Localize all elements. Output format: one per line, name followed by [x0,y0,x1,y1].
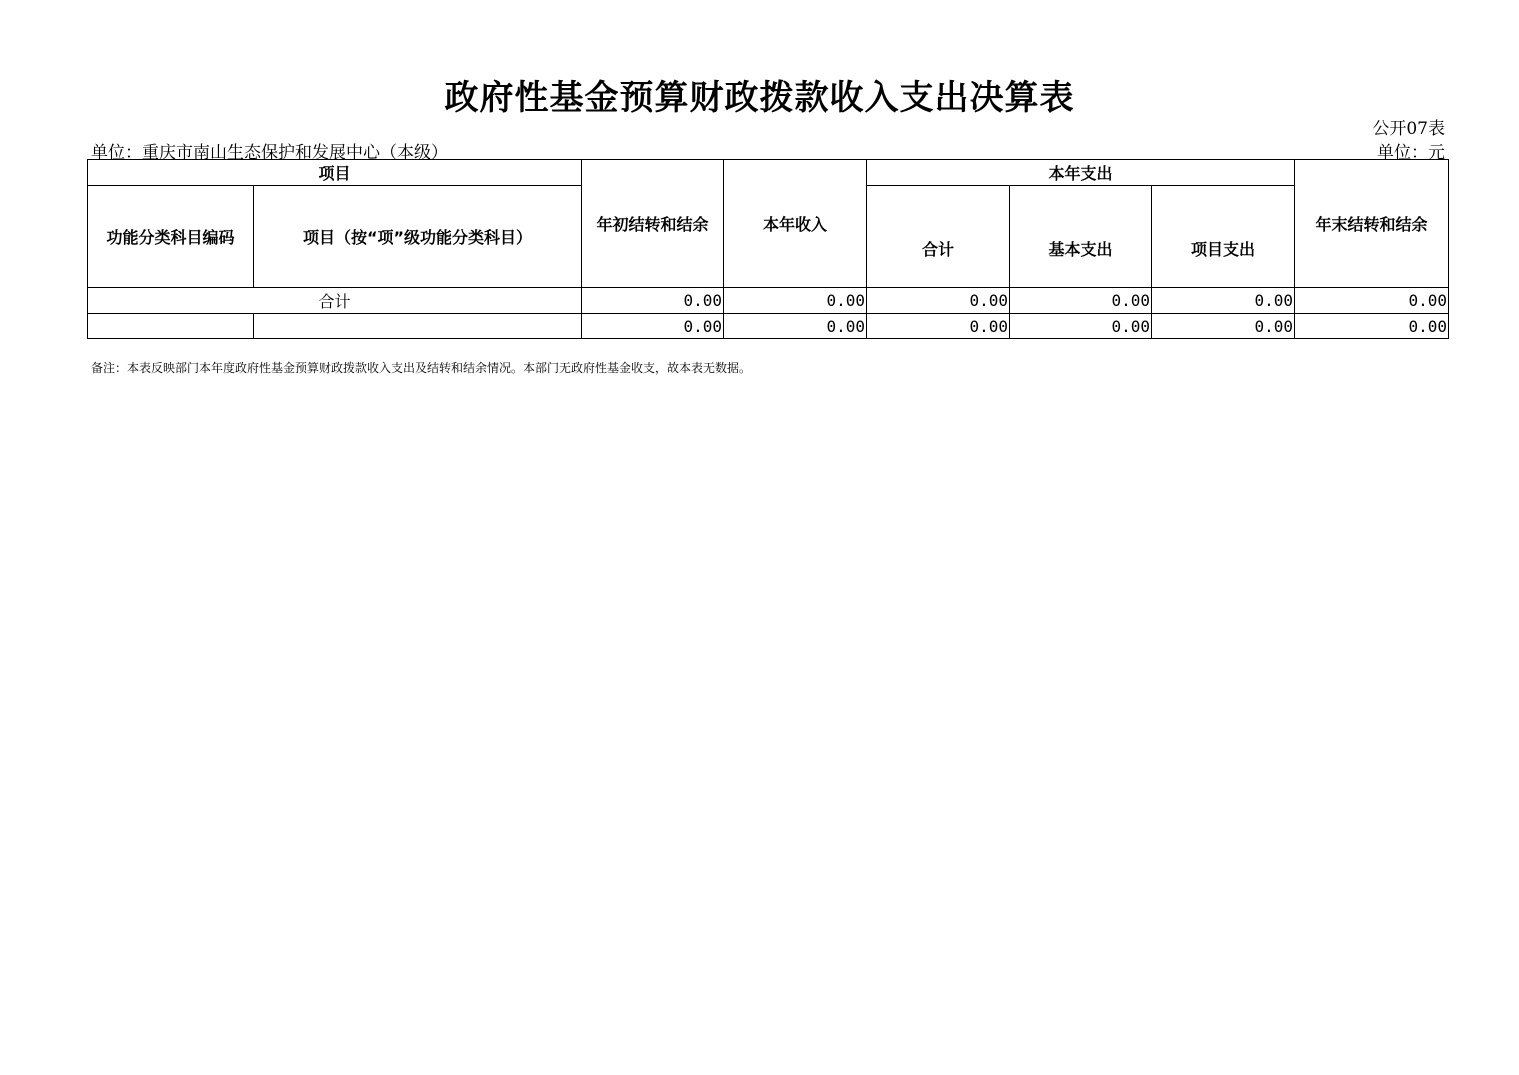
total-label: 合计 [88,288,582,314]
header-begin-balance: 年初结转和结余 [582,160,724,288]
header-income: 本年收入 [724,160,867,288]
header-expense: 本年支出 [867,160,1295,186]
total-begin-balance: 0.00 [582,288,724,314]
budget-table [87,159,1449,339]
row-func-code [88,314,254,339]
reporting-unit: 单位：重庆市南山生态保护和发展中心（本级） [91,143,448,163]
total-expense-total: 0.00 [867,288,1010,314]
row-begin-balance: 0.00 [582,314,724,339]
table-number: 公开07表 [1372,119,1445,139]
header-project: 项目 [88,160,582,186]
row-project-expense: 0.00 [1152,314,1295,339]
table-row-total [88,288,1449,314]
row-end-balance: 0.00 [1295,314,1449,339]
page-title: 政府性基金预算财政拨款收入支出决算表 [444,78,1075,118]
row-basic-expense: 0.00 [1010,314,1152,339]
header-project-item: 项目（按“项”级功能分类科目） [254,186,582,288]
header-expense-total: 合计 [867,186,1010,288]
header-basic-expense: 基本支出 [1010,186,1152,288]
footnote: 备注：本表反映部门本年度政府性基金预算财政拨款收入支出及结转和结余情况。本部门无政府性基金收支，故本表无数据。 [91,361,752,375]
currency-unit: 单位：元 [1377,143,1445,163]
row-project-item [254,314,582,339]
row-income: 0.00 [724,314,867,339]
total-project-expense: 0.00 [1152,288,1295,314]
table-row [88,314,1449,339]
total-basic-expense: 0.00 [1010,288,1152,314]
total-income: 0.00 [724,288,867,314]
total-end-balance: 0.00 [1295,288,1449,314]
header-end-balance: 年末结转和结余 [1295,160,1449,288]
header-func-code: 功能分类科目编码 [88,186,254,288]
header-project-expense: 项目支出 [1152,186,1295,288]
row-expense-total: 0.00 [867,314,1010,339]
